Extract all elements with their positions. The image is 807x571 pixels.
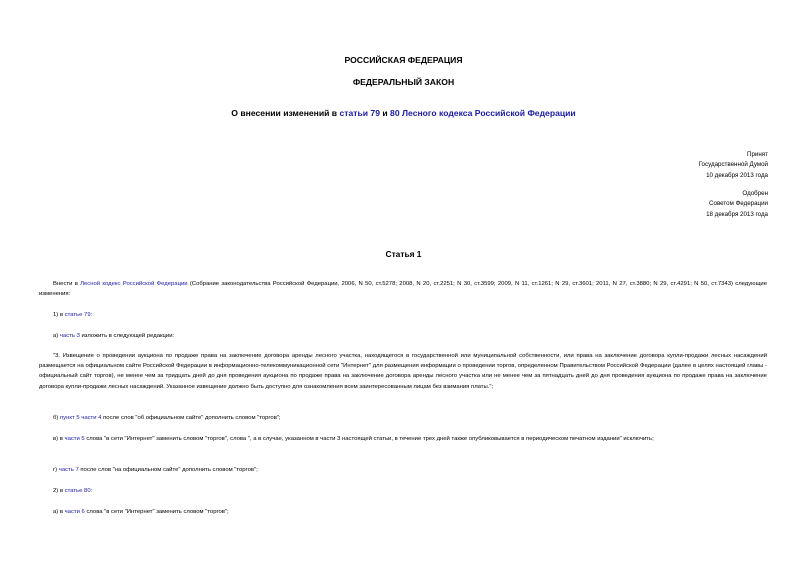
link-forest-code[interactable]: Лесной кодекс Российской Федерации: [80, 281, 188, 287]
item-1-prefix: 1) в: [53, 312, 65, 318]
adoption-block: [699, 150, 768, 181]
item-1a: [39, 331, 767, 341]
link-article-80[interactable]: статье 80: [64, 488, 91, 494]
adoption-line-3: 10 декабря 2013 года: [706, 171, 768, 179]
approval-block: [706, 189, 768, 220]
item-1-suffix: :: [90, 312, 93, 318]
item-1g: [39, 465, 767, 475]
item-1v-text: слова "в сети "Интернет" заменить словом "торгов", слова ", а в случае, указанном в части 3 настоящей статьи, в течение трех дней также опубликовывается в периодическом печатном издании" исключить;: [84, 436, 654, 442]
intro-text: (Собрание законодательства Российской Федерации, 2006, N 50, ст.5278; 2008, N 20, ст.2251; N 30, ст.3599; 2009, N 11, ст.1261; N 29, ст.3601; 2011, N 27, ст.3880; N 29, ст.4291; N 50, ст.7343) следующие изменения:: [39, 281, 768, 298]
item-1g-text: после слов "на официальном сайте" дополнить словом "торгов";: [78, 467, 258, 473]
link-article-80-forest-code[interactable]: 80 Лесного кодекса Российской Федерации: [390, 108, 576, 118]
link-article-79-item[interactable]: статье 79: [64, 312, 91, 318]
link-part-6[interactable]: части 6: [64, 509, 85, 515]
law-type-heading: ФЕДЕРАЛЬНЫЙ ЗАКОН: [352, 77, 455, 87]
item-1: [39, 310, 767, 320]
item-2a-text: слова "в сети "Интернет" заменить словом "торгов";: [84, 509, 229, 515]
item-1g-prefix: г): [53, 467, 59, 473]
law-title-prefix: О внесении изменений в: [231, 108, 340, 118]
intro-prefix: Внести в: [53, 281, 81, 287]
item-1v: [39, 434, 767, 444]
item-2a-prefix: а) в: [53, 509, 65, 515]
article-heading: Статья 1: [385, 249, 422, 259]
approval-line-3: 18 декабря 2013 года: [706, 210, 768, 218]
adoption-line-2: Государственной Думой: [698, 161, 768, 169]
country-heading: РОССИЙСКАЯ ФЕДЕРАЦИЯ: [344, 55, 463, 65]
item-1b-text: после слов "об официальном сайте" дополнить словом "торгов";: [101, 415, 281, 421]
approval-line-1: Одобрен: [742, 190, 768, 197]
item-2a: [39, 507, 767, 517]
item-1a-text: изложить в следующей редакции:: [79, 333, 175, 339]
law-title-conjunction: и: [379, 108, 391, 118]
item-2: [39, 486, 767, 496]
intro-paragraph: [39, 279, 767, 299]
item-1b: [39, 413, 767, 423]
item-1a-prefix: а): [53, 333, 60, 339]
quoted-text: "3. Извещение о проведении аукциона по продаже права на заключение договора аренды лесного участка, находящегося в государственной или муниципальной собственности, или права на заключение договора купли-продажи лесных насаждений размещается на официальном сайте Российской Федерации в информационно-телекоммуникационной сети "Интернет" для размещения информации о проведении торгов, определенном Правительством Российской Федерации (далее в целях настоящей главы - официальный сайт торгов), не менее чем за тридцать дней до дня проведения аукциона по продаже права на заключение договора аренды лесного участка или не менее чем за пятнадцать дней до дня проведения аукциона по продаже права на заключение договора купли-продажи лесных насаждений. Указанное извещение должно быть доступно для ознакомления всем заинтересованным лицам без взимания платы.";: [39, 353, 767, 390]
approval-line-2: Советом Федерации: [709, 200, 768, 208]
adoption-line-1: Принят: [747, 151, 768, 158]
item-1b-prefix: б): [53, 415, 60, 421]
link-part-7[interactable]: часть 7: [58, 467, 79, 473]
link-part-3[interactable]: часть 3: [59, 333, 80, 339]
item-1v-prefix: в) в: [53, 436, 65, 442]
link-item-5-part-4[interactable]: пункт 5 части 4: [59, 415, 102, 421]
link-part-5[interactable]: части 5: [64, 436, 85, 442]
item-2-prefix: 2) в: [53, 488, 65, 494]
law-title: [0, 108, 807, 118]
item-2-suffix: :: [90, 488, 93, 494]
link-article-79[interactable]: статьи 79: [339, 108, 380, 118]
